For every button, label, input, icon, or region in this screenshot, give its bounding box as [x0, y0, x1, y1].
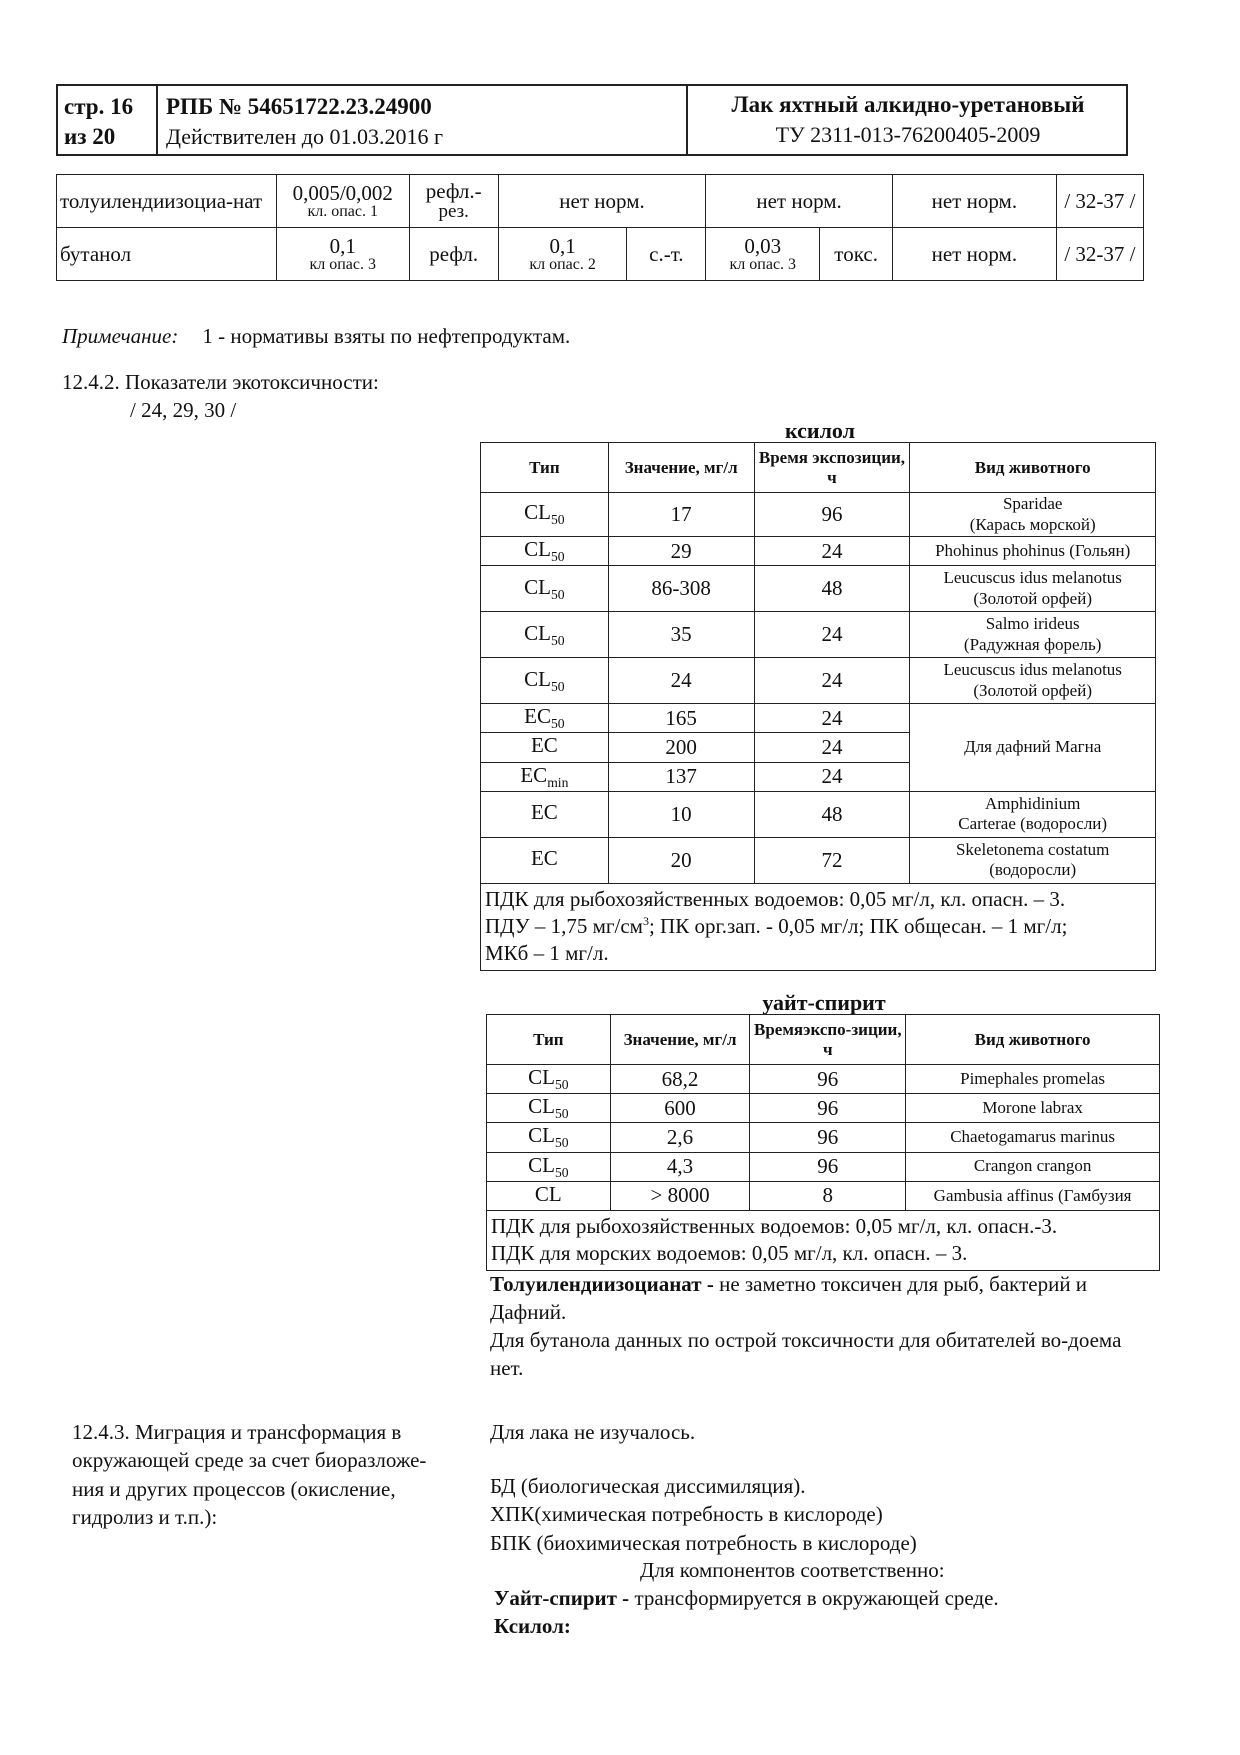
- value-cell: 20: [608, 837, 754, 883]
- table-row: [487, 1123, 1160, 1152]
- norm-cell: 0,1 кл опас. 2: [498, 228, 627, 281]
- type-cell: EC: [481, 733, 609, 762]
- substance-name: толуилендиизоциа-нат: [57, 175, 277, 228]
- value-cell: > 8000: [610, 1181, 750, 1210]
- value-cell: 24: [608, 658, 754, 704]
- value-cell: 68,2: [610, 1065, 750, 1094]
- type-cell: $CL_{50}$: [487, 1065, 611, 1094]
- type-cell: $CL_{50}$: [481, 658, 609, 704]
- time-cell: 24: [754, 704, 910, 733]
- effect-cell: токс.: [820, 228, 893, 281]
- xylene-table: [480, 442, 1156, 971]
- table-row: [481, 791, 1156, 837]
- product-name: Лак яхтный алкидно-уретановый: [731, 92, 1085, 117]
- time-cell: 24: [754, 762, 910, 791]
- species-cell: Morone labrax: [906, 1094, 1160, 1123]
- species-cell: Для дафний Магна: [910, 704, 1156, 792]
- table-header-row: [481, 443, 1156, 493]
- table-row: [487, 1181, 1160, 1210]
- norm-cell: нет норм.: [892, 175, 1056, 228]
- value-cell: 2,6: [610, 1123, 750, 1152]
- norm-cell: нет норм.: [892, 228, 1056, 281]
- table-row: [481, 658, 1156, 704]
- species-cell: Salmo irideus (Радужная форель): [910, 612, 1156, 658]
- substance-name: бутанол: [57, 228, 277, 281]
- time-cell: 24: [754, 537, 910, 566]
- value-cell: 137: [608, 762, 754, 791]
- value-cell: 29: [608, 537, 754, 566]
- value-cell: 17: [608, 493, 754, 537]
- components-heading: Для компонентов соответственно:: [640, 1558, 945, 1582]
- type-cell: $CL_{50}$: [481, 537, 609, 566]
- species-cell: Skeletonema costatum (водоросли): [910, 837, 1156, 883]
- section-refs: / 24, 29, 30 /: [130, 398, 237, 422]
- time-cell: 48: [754, 791, 910, 837]
- xylene-caption: ксилол: [785, 418, 855, 443]
- col-header-species: Вид животного: [910, 443, 1156, 493]
- norm-cell: нет норм.: [498, 175, 705, 228]
- effect-cell: рефл.: [409, 228, 498, 281]
- type-cell: $EC_{min}$: [481, 762, 609, 791]
- valid-until: Действителен до 01.03.2016 г: [166, 124, 443, 149]
- species-cell: Leucuscus idus melanotus (Золотой орфей): [910, 566, 1156, 612]
- rpb-number: РПБ № 54651722.23.24900: [166, 94, 432, 119]
- effect-cell: рефл.- рез.: [409, 175, 498, 228]
- pdk-row: [481, 883, 1156, 970]
- time-cell: 24: [754, 658, 910, 704]
- value-cell: 600: [610, 1094, 750, 1123]
- species-cell: Gambusia affinus (Гамбузия: [906, 1181, 1160, 1210]
- type-cell: $CL_{50}$: [487, 1123, 611, 1152]
- table-row: [487, 1094, 1160, 1123]
- note: [62, 324, 570, 349]
- type-cell: $CL_{50}$: [487, 1094, 611, 1123]
- species-cell: Crangon crangon: [906, 1152, 1160, 1181]
- table-row: [487, 1065, 1160, 1094]
- type-cell: $CL_{50}$: [481, 566, 609, 612]
- value-cell: 35: [608, 612, 754, 658]
- time-cell: 48: [754, 566, 910, 612]
- time-cell: 24: [754, 612, 910, 658]
- species-cell: Pimephales promelas: [906, 1065, 1160, 1094]
- reference-cell: / 32-37 /: [1056, 175, 1143, 228]
- table-row: [481, 537, 1156, 566]
- abbreviations: БД (биологическая диссимиляция). ХПК(химическая потребность в кислороде) БПК (биохимическая потребность в кислороде): [490, 1474, 917, 1555]
- table-row: [57, 175, 1144, 228]
- col-header-time: Время экспозиции, ч: [754, 443, 910, 493]
- page-of: из 20: [64, 124, 116, 149]
- table-header-row: [487, 1015, 1160, 1065]
- norms-table: [56, 174, 1144, 281]
- document-header: [56, 84, 1128, 156]
- section-title: 12.4.2. Показатели экотоксичности:: [62, 370, 379, 394]
- col-header-time: Времяэкспо-зиции, ч: [750, 1015, 906, 1065]
- value-cell: 200: [608, 733, 754, 762]
- pdk-cell: ПДК для рыбохозяйственных водоемов: 0,05 мг/л, кл. опасн. – 3. ПДУ – 1,75 $мг/см^3$; ПК орг.зап. - 0,05 мг/л; ПК общесан. – 1 мг/л; МКб – 1 мг/л.: [481, 883, 1156, 970]
- pdk-row: [487, 1210, 1160, 1270]
- value-cell: 86-308: [608, 566, 754, 612]
- time-cell: 96: [750, 1065, 906, 1094]
- norm-cell: 0,005/0,002 кл. опас. 1: [276, 175, 409, 228]
- product-cell: [688, 86, 1128, 154]
- time-cell: 8: [750, 1181, 906, 1210]
- value-cell: 4,3: [610, 1152, 750, 1181]
- type-cell: EC: [481, 791, 609, 837]
- norm-cell: 0,03 кл опас. 3: [706, 228, 820, 281]
- pdk-cell: ПДК для рыбохозяйственных водоемов: 0,05 мг/л, кл. опасн.-3. ПДК для морских водоемов: 0,05 мг/л, кл. опасн. – 3.: [487, 1210, 1160, 1270]
- type-cell: $EC_{50}$: [481, 704, 609, 733]
- col-header-type: Тип: [481, 443, 609, 493]
- col-header-species: Вид животного: [906, 1015, 1160, 1065]
- table-row: [481, 837, 1156, 883]
- col-header-value: Значение, мг/л: [610, 1015, 750, 1065]
- norm-cell: 0,1 кл опас. 3: [276, 228, 409, 281]
- type-cell: $CL_{50}$: [487, 1152, 611, 1181]
- col-header-value: Значение, мг/л: [608, 443, 754, 493]
- white-spirit-line: Уайт-спирит - трансформируется в окружающей среде.: [494, 1586, 999, 1610]
- rpb-cell: [158, 86, 688, 154]
- species-cell: Sparidae (Карась морской): [910, 493, 1156, 537]
- species-cell: Chaetogamarus marinus: [906, 1123, 1160, 1152]
- butanol-paragraph: Для бутанола данных по острой токсичности для обитателей во-доема нет.: [490, 1328, 1122, 1381]
- time-cell: 72: [754, 837, 910, 883]
- type-cell: $CL_{50}$: [481, 493, 609, 537]
- time-cell: 24: [754, 733, 910, 762]
- section-1243-title: 12.4.3. Миграция и трансформация в окружающей среде за счет биоразложе- ния и других процессов (окисление, гидролиз и т.п.):: [72, 1420, 427, 1530]
- type-cell: $CL_{50}$: [481, 612, 609, 658]
- page-label: стр. 16: [64, 94, 134, 119]
- tdi-paragraph: Толуилендиизоцианат - не заметно токсичен для рыб, бактерий и Дафний.: [490, 1272, 1088, 1325]
- effect-cell: с.-т.: [627, 228, 706, 281]
- type-cell: EC: [481, 837, 609, 883]
- time-cell: 96: [750, 1152, 906, 1181]
- time-cell: 96: [750, 1094, 906, 1123]
- table-row: [481, 612, 1156, 658]
- xylene-line: Ксилол:: [494, 1614, 571, 1638]
- species-cell: Leucuscus idus melanotus (Золотой орфей): [910, 658, 1156, 704]
- white-spirit-table: [486, 1014, 1160, 1271]
- section-1243-answer: Для лака не изучалось.: [490, 1420, 696, 1444]
- time-cell: 96: [750, 1123, 906, 1152]
- table-row: [481, 704, 1156, 733]
- type-cell: CL: [487, 1181, 611, 1210]
- species-cell: Amphidinium Carterae (водоросли): [910, 791, 1156, 837]
- table-row: [57, 228, 1144, 281]
- tu-number: ТУ 2311-013-76200405-2009: [775, 122, 1041, 147]
- table-row: [481, 493, 1156, 537]
- time-cell: 96: [754, 493, 910, 537]
- species-cell: Phohinus phohinus (Гольян): [910, 537, 1156, 566]
- reference-cell: / 32-37 /: [1056, 228, 1143, 281]
- white-spirit-caption: уайт-спирит: [762, 990, 886, 1015]
- value-cell: 10: [608, 791, 754, 837]
- col-header-type: Тип: [487, 1015, 611, 1065]
- note-text: 1 - нормативы взяты по нефтепродуктам.: [202, 324, 571, 348]
- page-number-cell: [58, 86, 158, 154]
- table-row: [487, 1152, 1160, 1181]
- note-label: Примечание:: [62, 324, 179, 348]
- table-row: [481, 566, 1156, 612]
- value-cell: 165: [608, 704, 754, 733]
- norm-cell: нет норм.: [706, 175, 893, 228]
